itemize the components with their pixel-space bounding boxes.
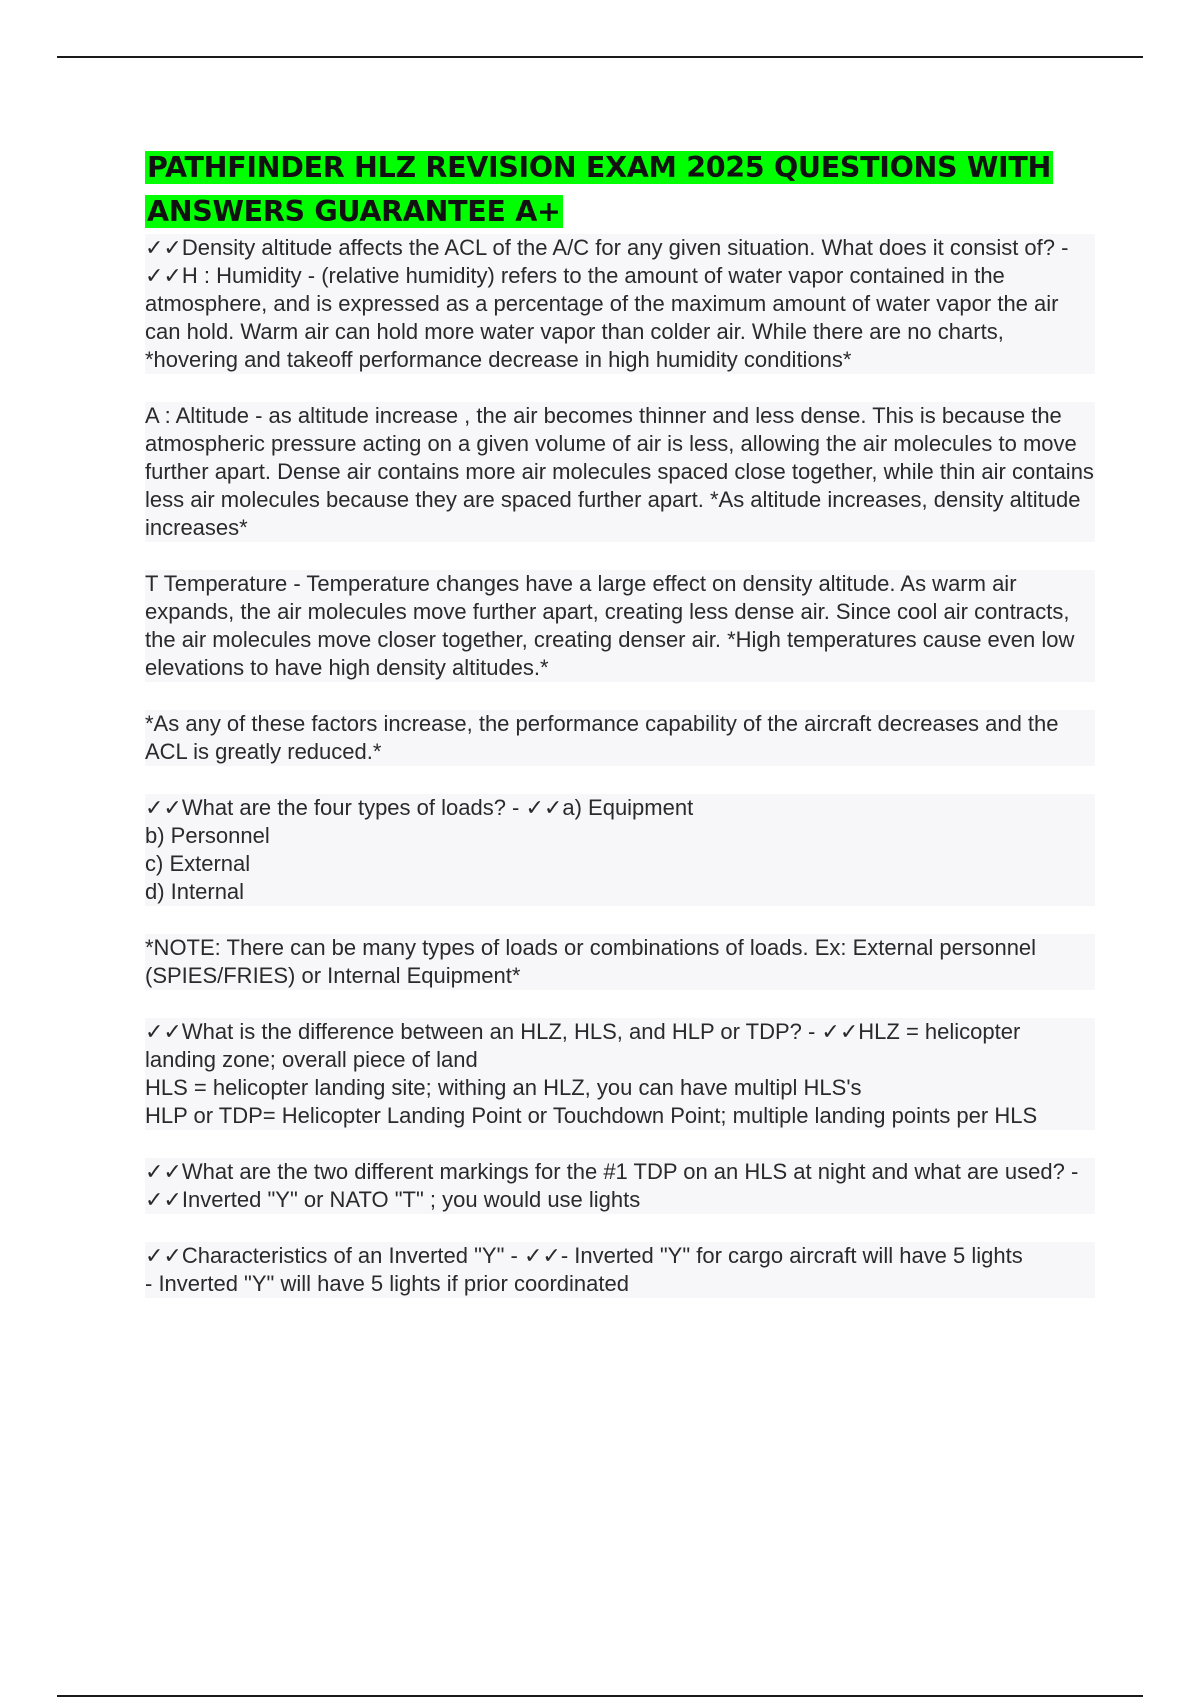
paragraph-temperature: T Temperature - Temperature changes have a large effect on density altitude. As warm air expands, the air molecules move further apart, creating less dense air. Since cool air contracts, the air molecules move closer together, creating denser air. *High temperatures cause even low elevations to have high density altitudes.*: [145, 570, 1095, 682]
footer-rule: [57, 1695, 1143, 1697]
paragraph-performance-note: *As any of these factors increase, the performance capability of the aircraft decreases and the ACL is greatly reduced.*: [145, 710, 1095, 766]
header-rule: [57, 56, 1143, 58]
qa-inverted-y-characteristics: ✓✓Characteristics of an Inverted "Y" - ✓✓- Inverted "Y" for cargo aircraft will have 5 lights - Inverted "Y" will have 5 lights if prior coordinated: [145, 1242, 1095, 1298]
qa-density-altitude: ✓✓Density altitude affects the ACL of the A/C for any given situation. What does it consist of? - ✓✓H : Humidity - (relative humidity) refers to the amount of water vapor contained in the atmosphere, and is expressed as a percentage of the maximum amount of water vapor the air can hold. Warm air can hold more water vapor than colder air. While there are no charts, *hovering and takeoff performance decrease in high humidity conditions*: [145, 234, 1095, 374]
qa-hlz-hls-hlp-difference: ✓✓What is the difference between an HLZ, HLS, and HLP or TDP? - ✓✓HLZ = helicopter landing zone; overall piece of land HLS = helicopter landing site; withing an HLZ, you can have multipl HLS's HLP or TDP= Helicopter Landing Point or Touchdown Point; multiple landing points per HLS: [145, 1018, 1095, 1130]
title-highlight: PATHFINDER HLZ REVISION EXAM 2025 QUESTIONS WITH ANSWERS GUARANTEE A+: [147, 151, 1052, 228]
paragraph-loads-note: *NOTE: There can be many types of loads or combinations of loads. Ex: External personnel (SPIES/FRIES) or Internal Equipment*: [145, 934, 1095, 990]
qa-types-of-loads: ✓✓What are the four types of loads? - ✓✓a) Equipment b) Personnel c) External d) Internal: [145, 794, 1095, 906]
qa-tdp-night-markings: ✓✓What are the two different markings for the #1 TDP on an HLS at night and what are used? - ✓✓Inverted "Y" or NATO "T" ; you would use lights: [145, 1158, 1095, 1214]
document-page: [145, 146, 1095, 1326]
paragraph-altitude: A : Altitude - as altitude increase , the air becomes thinner and less dense. This is because the atmospheric pressure acting on a given volume of air is less, allowing the air molecules to move further apart. Dense air contains more air molecules spaced close together, while thin air contains less air molecules because they are spaced further apart. *As altitude increases, density altitude increases*: [145, 403, 1094, 540]
document-title: [145, 146, 1095, 234]
document-body: [145, 234, 1095, 1298]
